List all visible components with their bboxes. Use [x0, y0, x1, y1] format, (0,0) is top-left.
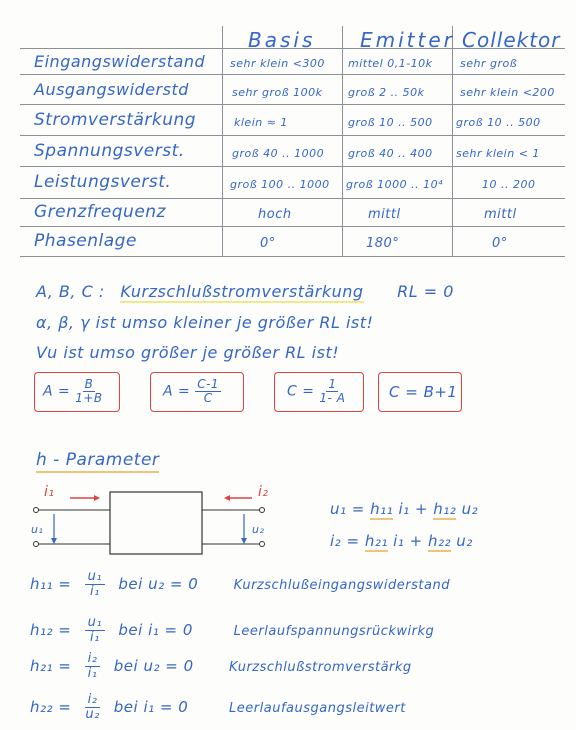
hrow-denominator: i₁	[89, 584, 100, 599]
u2-arrow-head	[241, 538, 247, 544]
table-rule	[342, 26, 343, 256]
formula-numerator: 1	[328, 377, 337, 391]
table-cell: groß 10 .. 500	[348, 116, 433, 129]
table-cell: groß 1000 .. 10⁴	[346, 178, 444, 191]
table-cell: 180°	[366, 236, 400, 251]
table-rule	[20, 226, 565, 227]
row-label-stromverstaerkung: Stromverstärkung	[34, 110, 197, 130]
table-cell: 0°	[492, 236, 508, 251]
hrow-lhs: h₁₂ =	[30, 621, 72, 639]
table-rule	[222, 26, 223, 256]
u2-label: u₂	[252, 523, 265, 536]
column-header-emitter: Emitter	[360, 28, 455, 52]
column-header-collektor: Collektor	[462, 28, 561, 52]
formula-denominator: 1+B	[75, 391, 103, 405]
table-cell: groß 100 .. 1000	[230, 178, 330, 191]
hrow-lhs: h₂₂ =	[30, 698, 72, 716]
hrow-lhs: h₁₁ =	[30, 575, 72, 593]
port-2-terminal	[260, 542, 265, 547]
kurzschluss-condition: RL = 0	[397, 282, 454, 301]
hparam-row-h11	[30, 570, 450, 599]
formula-lhs: A =	[43, 383, 71, 400]
two-port-box	[110, 492, 202, 554]
hparam-equation-1	[330, 500, 478, 518]
table-cell: 10 .. 200	[482, 178, 536, 191]
eq-coefficient: h₁₁	[370, 500, 394, 518]
formula-box-c-from-a	[274, 372, 364, 412]
table-cell: sehr klein <200	[460, 86, 555, 99]
formula-denominator: 1- A	[319, 391, 346, 405]
kurzschluss-note-2: Vu ist umso größer je größer RL ist!	[36, 343, 340, 362]
table-rule	[20, 256, 565, 257]
transistor-comparison-table	[20, 24, 565, 259]
eq-coefficient: h₂₂	[427, 532, 451, 550]
row-label-spannungsverst: Spannungsverst.	[34, 141, 185, 161]
table-rule	[452, 26, 453, 256]
table-cell: sehr klein < 1	[456, 147, 540, 160]
hrow-denominator: i₁	[89, 630, 100, 645]
eq-term: i₁ +	[393, 532, 423, 550]
hrow-description: Leerlaufspannungsrückwirkg	[233, 624, 435, 639]
i1-label: i₁	[44, 484, 55, 500]
port-2-terminal	[260, 508, 265, 513]
formula-box-a-from-b	[34, 372, 120, 412]
eq-term: u₂	[461, 500, 479, 518]
table-rule	[20, 166, 565, 167]
formula-lhs: C =	[287, 383, 315, 400]
table-cell: hoch	[258, 207, 292, 222]
hrow-lhs: h₂₁ =	[30, 657, 72, 675]
table-cell: groß 40 .. 400	[348, 147, 433, 160]
formula-box-a-from-c	[150, 372, 244, 412]
hrow-numerator: i₂	[85, 652, 101, 667]
column-header-basis: Basis	[248, 28, 316, 52]
hrow-description: Leerlaufausgangsleitwert	[229, 701, 406, 716]
eq-lhs: i₂ =	[330, 532, 360, 550]
port-1-terminal	[34, 508, 39, 513]
formula-denominator: C	[203, 391, 213, 405]
hparam-row-h12	[30, 616, 434, 645]
formula-lhs: A =	[163, 383, 191, 400]
table-cell: mittl	[368, 207, 401, 222]
port-1-terminal	[34, 542, 39, 547]
table-cell: sehr klein <300	[230, 57, 325, 70]
row-label-eingangswiderstand: Eingangswiderstand	[34, 52, 206, 71]
hrow-denominator: i₁	[87, 666, 98, 681]
table-cell: mittl	[484, 207, 517, 222]
hrow-condition: bei i₁ = 0	[118, 621, 193, 639]
eq-term: i₁ +	[398, 500, 428, 518]
i2-arrow-head	[224, 495, 230, 501]
row-label-leistungsverst: Leistungsverst.	[34, 172, 172, 192]
table-cell: mittel 0,1-10k	[348, 57, 433, 70]
i1-arrow-head	[94, 495, 100, 501]
hrow-description: Kurzschlußstromverstärkg	[229, 660, 412, 675]
row-label-phasenlage: Phasenlage	[34, 231, 137, 251]
table-rule	[20, 104, 565, 105]
hparam-heading: h - Parameter	[36, 450, 159, 473]
table-cell: 0°	[260, 236, 276, 251]
kurzschluss-title: Kurzschlußstromverstärkung	[120, 282, 364, 301]
eq-coefficient: h₂₁	[364, 532, 388, 550]
row-label-ausgangswiderstand: Ausgangswiderstd	[34, 80, 189, 99]
kurzschluss-note-1: α, β, γ ist umso kleiner je größer RL ist!	[36, 313, 374, 332]
kurzschluss-prefix: A, B, C :	[36, 282, 105, 301]
table-cell: klein ≈ 1	[234, 116, 288, 129]
two-port-diagram	[30, 478, 290, 560]
hrow-condition: bei u₂ = 0	[113, 657, 194, 675]
hrow-condition: bei i₁ = 0	[113, 698, 189, 716]
row-label-grenzfrequenz: Grenzfrequenz	[34, 202, 166, 222]
eq-coefficient: h₁₂	[433, 500, 457, 518]
hrow-denominator: u₂	[85, 707, 100, 722]
hrow-numerator: u₁	[85, 616, 105, 631]
table-rule	[20, 135, 565, 136]
hparam-row-h21	[30, 652, 412, 681]
hrow-condition: bei u₂ = 0	[118, 575, 199, 593]
formula-numerator: B	[84, 377, 94, 391]
formula-numerator: C-1	[197, 377, 220, 391]
table-cell: sehr groß 100k	[232, 86, 323, 99]
hparam-row-h22	[30, 693, 406, 722]
u1-label: u₁	[31, 523, 44, 536]
kurzschluss-heading	[36, 282, 454, 301]
formula-box-c-from-b	[378, 372, 462, 412]
table-cell: groß 10 .. 500	[456, 116, 541, 129]
eq-lhs: u₁ =	[330, 500, 365, 518]
table-cell: groß 2 .. 50k	[348, 86, 425, 99]
hrow-description: Kurzschlußeingangswiderstand	[233, 578, 450, 593]
table-rule	[20, 198, 565, 199]
u1-arrow-head	[51, 538, 57, 544]
hparam-equation-2	[330, 532, 473, 550]
hrow-numerator: u₁	[85, 570, 105, 585]
table-cell: groß 40 .. 1000	[232, 147, 325, 160]
i2-label: i₂	[258, 484, 269, 500]
table-rule	[20, 74, 565, 75]
formula-c-b-plus-1: C = B+1	[389, 383, 458, 401]
eq-term: u₂	[456, 532, 473, 550]
table-cell: sehr groß	[460, 57, 518, 70]
hrow-numerator: i₂	[85, 693, 101, 708]
